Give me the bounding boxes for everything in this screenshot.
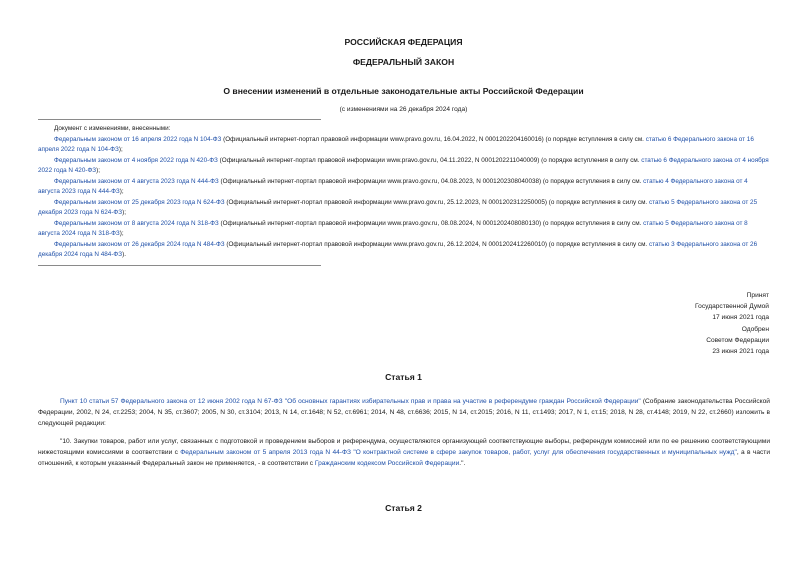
adoption-duma-date: 17 июня 2021 года [712, 314, 769, 322]
law-67-fz-link[interactable]: Пункт 10 статьи 57 Федерального закона от 12 июня 2002 года N 67-ФЗ "Об основных гарантиях избирательных прав и права на участие в референдуме граждан Российской Федерации" [60, 398, 641, 405]
adoption-approved: Одобрен [741, 325, 769, 333]
change-item: Федеральным законом от 4 августа 2023 года N 444-ФЗ (Официальный интернет-портал правовой информации www.pravo.gov.ru, 04.08.2023, N 0001202308040038) (о порядке вступления в силу см. статью 4 Федерального закона от 4 августа 2023 года N 444-ФЗ); [38, 177, 748, 195]
change-ref-link[interactable]: статью 3 Федерального закона от 26 декабря 2024 года N 484-ФЗ [38, 240, 758, 258]
change-item: Федеральным законом от 16 апреля 2022 года N 104-ФЗ (Официальный интернет-портал правовой информации www.pravo.gov.ru, 16.04.2022, N 0001202204160016) (о порядке вступления в силу см. статью 6 Федерального закона от 16 апреля 2022 года N 104-ФЗ); [38, 135, 754, 153]
change-item: Федеральным законом от 4 ноября 2022 года N 420-ФЗ (Официальный интернет-портал правовой информации www.pravo.gov.ru, 04.11.2022, N 0001202211040009) (о порядке вступления в силу см. статью 6 Федерального закона от 4 ноября 2022 года N 420-ФЗ); [38, 156, 769, 174]
document-title: О внесении изменений в отдельные законодательные акты Российской Федерации [223, 86, 584, 96]
change-law-link[interactable]: Федеральным законом от 26 декабря 2024 года N 484-ФЗ [54, 240, 225, 248]
adoption-duma: Государственной Думой [695, 303, 769, 311]
document-revision: (с изменениями на 26 декабря 2024 года) [339, 106, 468, 113]
adoption-accepted: Принят [746, 292, 769, 299]
article-1-body [38, 397, 770, 469]
changes-block [38, 124, 770, 261]
change-item: Федеральным законом от 26 декабря 2024 года N 484-ФЗ (Официальный интернет-портал правовой информации www.pravo.gov.ru, 26.12.2024, N 0001202412260010) (о порядке вступления в силу см. статью 3 Федерального закона от 26 декабря 2024 года N 484-ФЗ). [38, 240, 758, 258]
change-ref-link[interactable]: статью 6 Федерального закона от 16 апреля 2022 года N 104-ФЗ [38, 135, 754, 153]
change-law-link[interactable]: Федеральным законом от 4 августа 2023 года N 444-ФЗ [54, 177, 219, 185]
notes-bottom-rule [38, 265, 321, 266]
article-1-paragraph-2: "10. Закупки товаров, работ или услуг, связанных с подготовкой и проведением выборов и референдума, осуществляются организующей соответствующие выборы, референдум комиссией или по ее решению соответствующими нижестоящими комиссиями в соответствии с Федеральным законом от 5 апреля 2013 года N 44-ФЗ "О контрактной системе в сфере закупок товаров, работ, услуг для обеспечения государственных и муниципальных нужд", а в части отношений, к которым указанный Федеральный закон не применяется, - в соответствии с Гражданским кодексом Российской Федерации.". [38, 437, 771, 467]
change-ref-link[interactable]: статью 6 Федерального закона от 4 ноября 2022 года N 420-ФЗ [38, 156, 769, 174]
adoption-council: Советом Федерации [706, 336, 769, 344]
article-1-heading: Статья 1 [385, 372, 422, 382]
adoption-council-date: 23 июня 2021 года [712, 348, 769, 356]
change-ref-link[interactable]: статью 4 Федерального закона от 4 августа 2023 года N 444-ФЗ [38, 177, 748, 195]
adoption-block [695, 290, 769, 357]
change-law-link[interactable]: Федеральным законом от 25 декабря 2023 года N 624-ФЗ [54, 198, 225, 206]
article-2-heading: Статья 2 [385, 503, 422, 513]
document-country: РОССИЙСКАЯ ФЕДЕРАЦИЯ [344, 37, 463, 47]
civil-code-link[interactable]: Гражданским кодексом Российской Федерации [314, 459, 460, 467]
change-law-link[interactable]: Федеральным законом от 8 августа 2024 года N 318-ФЗ [54, 219, 219, 227]
changes-intro: Документ с изменениями, внесенными: [54, 125, 171, 132]
change-ref-link[interactable]: статью 5 Федерального закона от 8 августа 2024 года N 318-ФЗ [38, 219, 748, 237]
change-ref-link[interactable]: статью 5 Федерального закона от 25 декабря 2023 года N 624-ФЗ [38, 198, 758, 216]
change-law-link[interactable]: Федеральным законом от 4 ноября 2022 года N 420-ФЗ [54, 156, 218, 164]
change-item: Федеральным законом от 8 августа 2024 года N 318-ФЗ (Официальный интернет-портал правовой информации www.pravo.gov.ru, 08.08.2024, N 0001202408080130) (о порядке вступления в силу см. статью 5 Федерального закона от 8 августа 2024 года N 318-ФЗ); [38, 219, 748, 237]
document-law-type: ФЕДЕРАЛЬНЫЙ ЗАКОН [352, 57, 455, 67]
notes-top-rule [38, 119, 321, 120]
change-law-link[interactable]: Федеральным законом от 16 апреля 2022 года N 104-ФЗ [54, 135, 222, 143]
law-44-fz-link[interactable]: Федеральным законом от 5 апреля 2013 года N 44-ФЗ "О контрактной системе в сфере закупок товаров, работ, услуг для обеспечения государственных и муниципальных нужд" [180, 448, 737, 456]
change-item: Федеральным законом от 25 декабря 2023 года N 624-ФЗ (Официальный интернет-портал правовой информации www.pravo.gov.ru, 25.12.2023, N 0001202312250005) (о порядке вступления в силу см. статью 5 Федерального закона от 25 декабря 2023 года N 624-ФЗ); [38, 198, 758, 216]
article-1-paragraph-1: Пункт 10 статьи 57 Федерального закона от 12 июня 2002 года N 67-ФЗ "Об основных гарантиях избирательных прав и права на участие в референдуме граждан Российской Федерации" (Собрание законодательства Российской Федерации, 2002, N 24, ст.2253; 2004, N 35, ст.3607; 2005, N 30, ст.3104; 2013, N 14, ст.1648; N 52, ст.6961; 2014, N 48, ст.6636; 2015, N 14, ст.2015; 2016, N 11, ст.1493; 2017, N 1, ст.15; 2018, N 28, ст.4148; 2019, N 22, ст.2660) изложить в следующей редакции: [38, 398, 770, 427]
